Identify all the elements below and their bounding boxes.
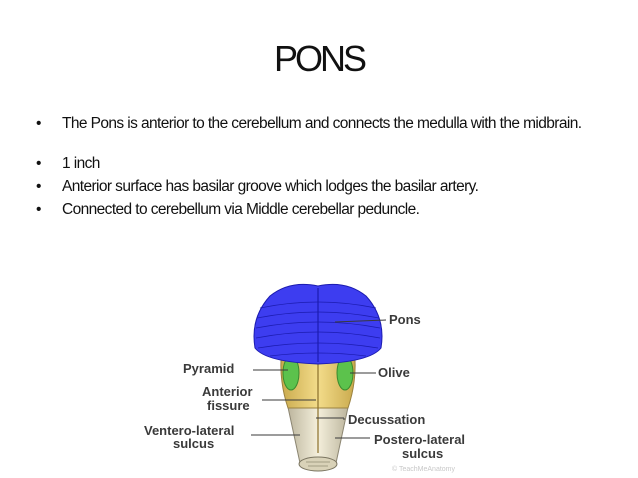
- label-pyramid: Pyramid: [183, 361, 235, 376]
- label-pons: Pons: [389, 312, 421, 327]
- bullet-item: • Connected to cerebellum via Middle cerebellar peduncle.: [36, 200, 616, 220]
- label-postero-lateral-sulcus: Postero-lateral: [374, 432, 466, 447]
- brainstem-diagram: [130, 278, 510, 478]
- watermark: © TeachMeAnatomy: [392, 466, 456, 473]
- brainstem-figure: [130, 278, 510, 478]
- bullet-list: [36, 114, 616, 223]
- label-decussation: Decussation: [348, 412, 426, 427]
- spinal-cord-cut-end: [299, 457, 337, 471]
- label-ventero-lateral-sulcus: Ventero-lateral: [144, 423, 235, 438]
- bullet-item: • 1 inch: [36, 154, 616, 174]
- slide-title: PONS: [273, 38, 365, 79]
- bullet-item: • The Pons is anterior to the cerebellum and connects the medulla with the midbrain.: [36, 114, 616, 134]
- bullet-item: • Anterior surface has basilar groove which lodges the basilar artery.: [36, 177, 616, 197]
- label-postero-lateral-sulcus-line2: sulcus: [402, 446, 444, 461]
- label-anterior-fissure-line2: fissure: [207, 398, 250, 413]
- label-ventero-lateral-sulcus-line2: sulcus: [173, 436, 215, 451]
- label-anterior-fissure: Anterior: [202, 384, 253, 399]
- label-olive: Olive: [378, 365, 410, 380]
